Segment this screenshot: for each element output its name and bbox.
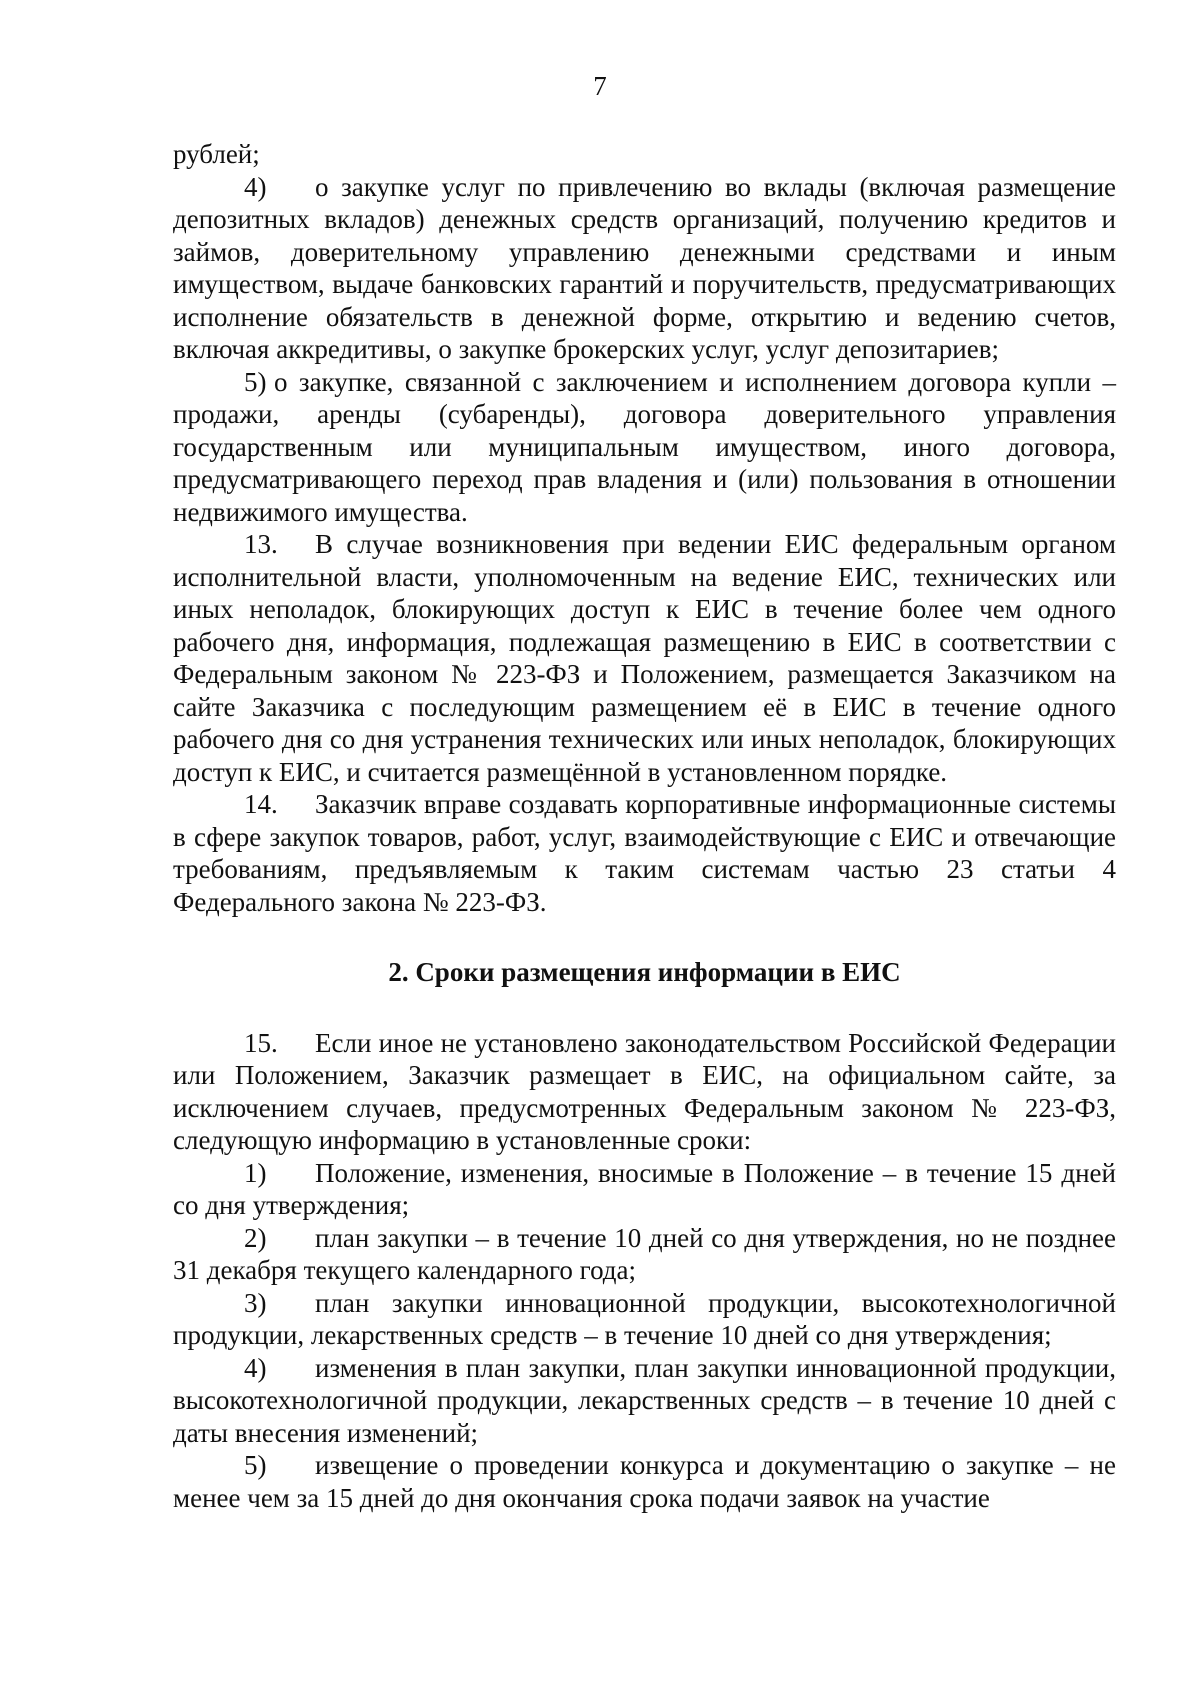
list-number: 4) bbox=[244, 1352, 267, 1383]
paragraph-text: о закупке, связанной с заключением и исполнением договора купли – продажи, аренды (субаренды), договора доверительного управления государственным или муниципальным имуществом, иного договора, предусматривающего переход прав владения и (или) пользования в отношении недвижимого имущества. bbox=[173, 366, 1116, 527]
paragraph-text: Заказчик вправе создавать корпоративные информационные системы в сфере закупок товаров, работ, услуг, взаимодействующие с ЕИС и отвечающие требованиям, предъявляемым к таким системам частью 23 статьи 4 Федерального закона № 223-ФЗ. bbox=[173, 789, 1116, 917]
paragraph-text: план закупки инновационной продукции, высокотехнологичной продукции, лекарственных средств – в течение 10 дней со дня утверждения; bbox=[173, 1287, 1116, 1350]
paragraph-text: рублей; bbox=[173, 139, 260, 169]
page-number: 7 bbox=[593, 71, 607, 101]
clause-number: 13. bbox=[244, 529, 278, 559]
list-item-2 bbox=[173, 1222, 1116, 1287]
paragraph-continuation bbox=[173, 138, 1116, 171]
section-title: 2. Сроки размещения информации в ЕИС bbox=[388, 957, 901, 987]
clause-number: 15. bbox=[244, 1027, 278, 1058]
paragraph-text: Если иное не установлено законодательством Российской Федерации или Положением, Заказчик размещает в ЕИС, на официальном сайте, за исключением случаев, предусмотренных Федеральным законом № 223-ФЗ, следующую информацию в установленные сроки: bbox=[173, 1027, 1116, 1155]
list-number: 4) bbox=[244, 171, 267, 202]
list-item-4 bbox=[173, 171, 1116, 366]
paragraph-text: Положение, изменения, вносимые в Положение – в течение 15 дней со дня утверждения; bbox=[173, 1157, 1116, 1220]
clause-14 bbox=[173, 788, 1116, 918]
clause-number: 14. bbox=[244, 789, 278, 819]
paragraph-text: В случае возникновения при ведении ЕИС федеральным органом исполнительной власти, уполномоченным на ведение ЕИС, технических или иных неполадок, блокирующих доступ к ЕИС в течение более чем одного рабочего дня, информация, подлежащая размещению в ЕИС в соответствии с Федеральным законом № 223-ФЗ и Положением, размещается Заказчиком на сайте Заказчика с последующим размещением её в ЕИС в течение одного рабочего дня со дня устранения технических или иных неполадок, блокирующих доступ к ЕИС, и считается размещённой в установленном порядке. bbox=[173, 529, 1116, 787]
paragraph-text: план закупки – в течение 10 дней со дня утверждения, но не позднее 31 декабря текущего календарного года; bbox=[173, 1222, 1116, 1285]
list-number: 2) bbox=[244, 1222, 267, 1253]
paragraph-text: изменения в план закупки, план закупки инновационной продукции, высокотехнологичной продукции, лекарственных средств – в течение 10 дней с даты внесения изменений; bbox=[173, 1352, 1116, 1448]
paragraph-text: о закупке услуг по привлечению во вклады (включая размещение депозитных вкладов) денежных средств организаций, получению кредитов и займов, доверительному управлению денежными средствами и иным имуществом, выдаче банковских гарантий и поручительств, предусматривающих исполнение обязательств в денежной форме, открытию и ведению счетов, включая аккредитивы, о закупке брокерских услуг, услуг депозитариев; bbox=[173, 171, 1116, 364]
list-number: 3) bbox=[244, 1287, 267, 1318]
list-number: 1) bbox=[244, 1157, 267, 1188]
clause-15 bbox=[173, 1027, 1116, 1157]
clause-13 bbox=[173, 528, 1116, 788]
list-item-5-notice bbox=[173, 1449, 1116, 1514]
document-body bbox=[173, 138, 1116, 1514]
list-item-5 bbox=[173, 366, 1116, 529]
list-number: 5) bbox=[244, 366, 267, 397]
list-item-3 bbox=[173, 1287, 1116, 1352]
list-item-4-changes bbox=[173, 1352, 1116, 1450]
list-number: 5) bbox=[244, 1450, 267, 1480]
paragraph-text: извещение о проведении конкурса и документацию о закупке – не менее чем за 15 дней до дня окончания срока подачи заявок на участие bbox=[173, 1450, 1116, 1513]
list-item-1 bbox=[173, 1157, 1116, 1222]
